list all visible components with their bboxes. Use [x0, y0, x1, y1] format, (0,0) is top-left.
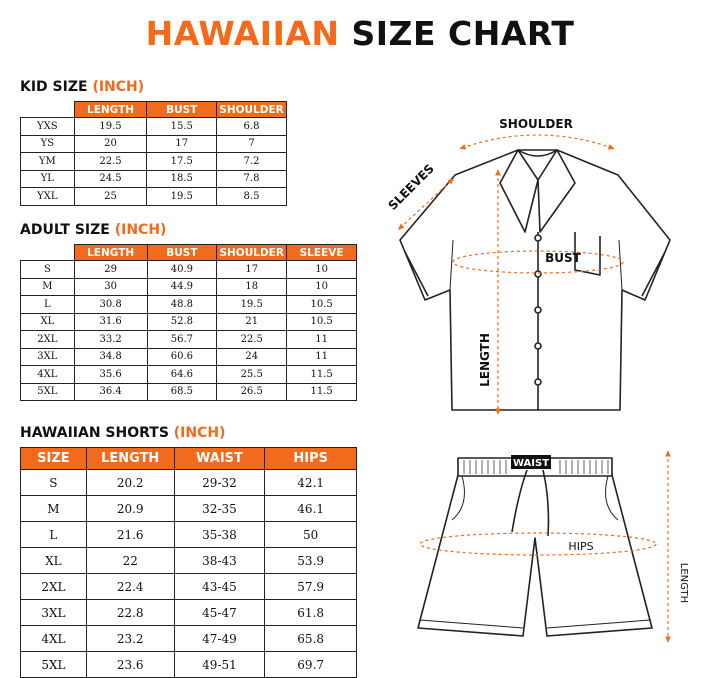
adult-sleeve-cell: 11.5 — [287, 383, 357, 401]
adult-length-cell: 35.6 — [74, 366, 147, 384]
kid-size-cell: YM — [21, 153, 75, 171]
adult-size-cell: 3XL — [21, 348, 75, 366]
kid-bust-cell: 18.5 — [147, 170, 217, 188]
adult-shoulder-cell: 22.5 — [217, 331, 287, 349]
adult-sleeve-cell: 10 — [287, 278, 357, 296]
kid-header-length: LENGTH — [74, 102, 147, 118]
adult-sleeve-cell: 11 — [287, 348, 357, 366]
shorts-size-cell: M — [21, 496, 87, 522]
adult-shoulder-cell: 17 — [217, 261, 287, 279]
shorts-hips-cell: 42.1 — [265, 470, 357, 496]
adult-shoulder-cell: 18 — [217, 278, 287, 296]
adult-header-bust: BUST — [147, 245, 217, 261]
shorts-hips-cell: 53.9 — [265, 548, 357, 574]
kid-size-cell: YXS — [21, 118, 75, 136]
adult-size-unit: (INCH) — [114, 222, 167, 238]
adult-sleeve-cell: 10.5 — [287, 296, 357, 314]
kid-size-cell: YS — [21, 135, 75, 153]
adult-sleeve-cell: 10.5 — [287, 313, 357, 331]
shorts-header-waist: WAIST — [174, 448, 265, 470]
adult-size-cell: M — [21, 278, 75, 296]
adult-shoulder-cell: 21 — [217, 313, 287, 331]
shorts-length-cell: 20.2 — [86, 470, 174, 496]
adult-bust-cell: 40.9 — [147, 261, 217, 279]
adult-size-cell: 4XL — [21, 366, 75, 384]
kid-size-unit: (INCH) — [92, 79, 145, 95]
kid-shoulder-cell: 8.5 — [217, 188, 287, 206]
kid-size-label-text: KID SIZE — [20, 79, 88, 95]
shirt-length-label: LENGTH — [478, 333, 492, 387]
kid-header-shoulder: SHOULDER — [217, 102, 287, 118]
kid-header-bust: BUST — [147, 102, 217, 118]
shorts-waist-cell: 47-49 — [174, 626, 265, 652]
title-accent: HAWAIIAN — [145, 14, 340, 53]
shorts-waist-cell: 35-38 — [174, 522, 265, 548]
shorts-waist-cell: 38-43 — [174, 548, 265, 574]
adult-length-cell: 36.4 — [74, 383, 147, 401]
adult-size-label-text: ADULT SIZE — [20, 222, 110, 238]
adult-bust-cell: 56.7 — [147, 331, 217, 349]
shirt-button — [535, 307, 541, 313]
adult-header-sleeve: SLEEVE — [287, 245, 357, 261]
kid-shoulder-cell: 6.8 — [217, 118, 287, 136]
shirt-button — [535, 235, 541, 241]
kid-bust-cell: 17 — [147, 135, 217, 153]
shorts-size-cell: S — [21, 470, 87, 496]
adult-length-cell: 30 — [74, 278, 147, 296]
shorts-waist-label: WAIST — [512, 458, 550, 469]
shirt-sleeves-label: SLEEVES — [385, 161, 437, 213]
shorts-waist-cell: 49-51 — [174, 652, 265, 678]
kid-length-cell: 25 — [74, 188, 147, 206]
shorts-hips-label: HIPS — [568, 540, 594, 553]
adult-bust-cell: 64.6 — [147, 366, 217, 384]
shorts-hips-cell: 46.1 — [265, 496, 357, 522]
adult-shoulder-cell: 19.5 — [217, 296, 287, 314]
adult-sleeve-cell: 11 — [287, 331, 357, 349]
shirt-shoulder-label: SHOULDER — [499, 117, 573, 131]
adult-length-cell: 33.2 — [74, 331, 147, 349]
kid-shoulder-cell: 7.8 — [217, 170, 287, 188]
adult-bust-cell: 60.6 — [147, 348, 217, 366]
adult-shoulder-cell: 26.5 — [217, 383, 287, 401]
shorts-length-cell: 22.4 — [86, 574, 174, 600]
kid-bust-cell: 15.5 — [147, 118, 217, 136]
shirt-button — [535, 271, 541, 277]
shorts-length-cell: 21.6 — [86, 522, 174, 548]
kid-length-cell: 20 — [74, 135, 147, 153]
adult-shoulder-cell: 25.5 — [217, 366, 287, 384]
shorts-size-cell: 5XL — [21, 652, 87, 678]
adult-header-length: LENGTH — [74, 245, 147, 261]
shorts-hips-cell: 65.8 — [265, 626, 357, 652]
kid-bust-cell: 19.5 — [147, 188, 217, 206]
shorts-waist-cell: 45-47 — [174, 600, 265, 626]
shorts-waist-cell: 32-35 — [174, 496, 265, 522]
shorts-header-size: SIZE — [21, 448, 87, 470]
adult-length-cell: 31.6 — [74, 313, 147, 331]
shorts-length-cell: 20.9 — [86, 496, 174, 522]
adult-length-cell: 29 — [74, 261, 147, 279]
adult-size-cell: 2XL — [21, 331, 75, 349]
kid-size-cell: YL — [21, 170, 75, 188]
shorts-size-label-text: HAWAIIAN SHORTS — [20, 425, 169, 441]
shorts-waist-cell: 43-45 — [174, 574, 265, 600]
shorts-waist-cell: 29-32 — [174, 470, 265, 496]
shorts-hips-cell: 61.8 — [265, 600, 357, 626]
shorts-header-length: LENGTH — [86, 448, 174, 470]
shirt-button — [535, 379, 541, 385]
kid-length-cell: 22.5 — [74, 153, 147, 171]
adult-length-cell: 34.8 — [74, 348, 147, 366]
shorts-size-cell: 3XL — [21, 600, 87, 626]
shirt-bust-label: BUST — [545, 251, 581, 265]
adult-shoulder-cell: 24 — [217, 348, 287, 366]
shoulder-measure-arrow — [462, 135, 612, 148]
adult-bust-cell: 48.8 — [147, 296, 217, 314]
shorts-size-cell: 2XL — [21, 574, 87, 600]
shorts-header-hips: HIPS — [265, 448, 357, 470]
shorts-length-cell: 23.2 — [86, 626, 174, 652]
shirt-button — [535, 343, 541, 349]
adult-size-cell: XL — [21, 313, 75, 331]
shorts-size-cell: L — [21, 522, 87, 548]
shorts-hips-cell: 57.9 — [265, 574, 357, 600]
adult-size-cell: S — [21, 261, 75, 279]
shorts-size-cell: XL — [21, 548, 87, 574]
shorts-length-cell: 22 — [86, 548, 174, 574]
kid-size-cell: YXL — [21, 188, 75, 206]
adult-header-shoulder: SHOULDER — [217, 245, 287, 261]
title-main: SIZE CHART — [351, 14, 575, 53]
adult-size-cell: L — [21, 296, 75, 314]
adult-sleeve-cell: 11.5 — [287, 366, 357, 384]
shorts-length-cell: 23.6 — [86, 652, 174, 678]
kid-shoulder-cell: 7.2 — [217, 153, 287, 171]
adult-sleeve-cell: 10 — [287, 261, 357, 279]
kid-bust-cell: 17.5 — [147, 153, 217, 171]
adult-bust-cell: 52.8 — [147, 313, 217, 331]
adult-size-cell: 5XL — [21, 383, 75, 401]
shirt-illustration — [400, 150, 670, 410]
shorts-size-cell: 4XL — [21, 626, 87, 652]
shorts-length-label: LENGTH — [678, 562, 689, 604]
adult-bust-cell: 44.9 — [147, 278, 217, 296]
kid-shoulder-cell: 7 — [217, 135, 287, 153]
shorts-illustration — [418, 458, 652, 636]
kid-length-cell: 19.5 — [74, 118, 147, 136]
shorts-size-unit: (INCH) — [173, 425, 226, 441]
shorts-hips-cell: 69.7 — [265, 652, 357, 678]
shorts-hips-cell: 50 — [265, 522, 357, 548]
adult-bust-cell: 68.5 — [147, 383, 217, 401]
shorts-length-cell: 22.8 — [86, 600, 174, 626]
kid-length-cell: 24.5 — [74, 170, 147, 188]
adult-length-cell: 30.8 — [74, 296, 147, 314]
